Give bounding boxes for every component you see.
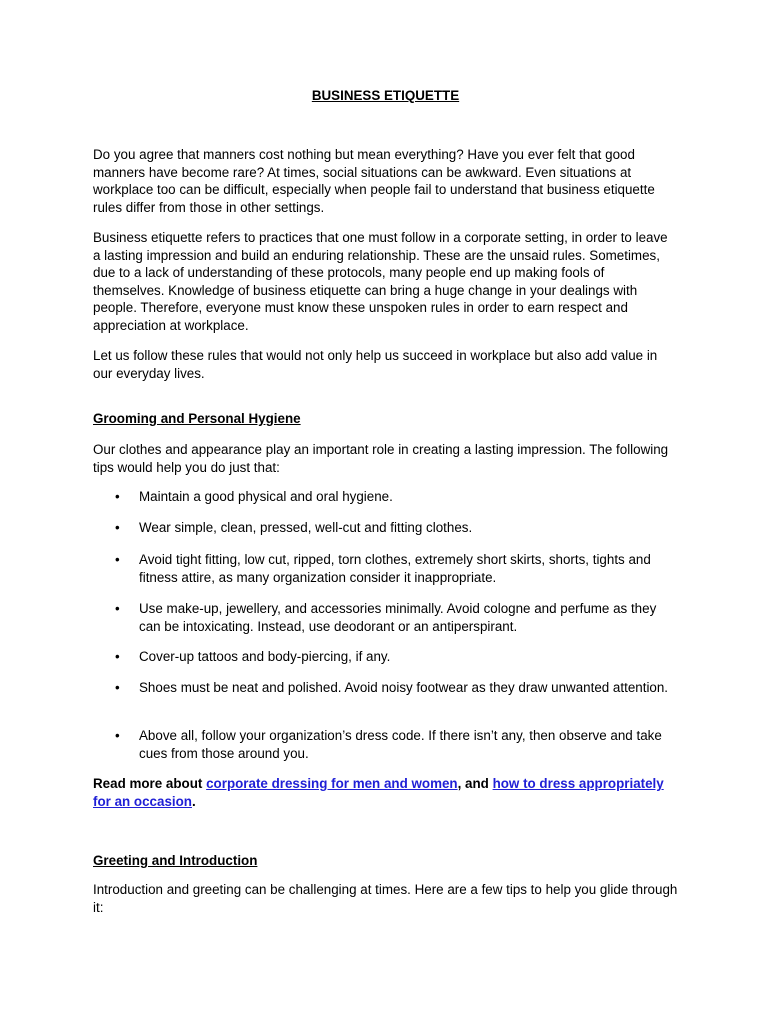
intro-paragraph-1: Do you agree that manners cost nothing but mean everything? Have you ever felt that good manners have become rare? At times, social situations can be awkward. Even situations at workplace too can be difficult, especially when people fail to understand that business etiquette rules differ from those in other settings. [93,147,655,215]
corporate-dressing-link[interactable]: corporate dressing for men and women [206,776,458,791]
list-item [93,727,678,762]
bullet-icon: • [115,489,120,504]
list-item-text: Cover-up tattoos and body-piercing, if any. [139,649,391,664]
intro-paragraph-3: Let us follow these rules that would not only help us succeed in workplace but also add value in our everyday lives. [93,348,658,381]
bullet-icon: • [115,680,120,695]
list-item-text: Shoes must be neat and polished. Avoid noisy footwear as they draw unwanted attention. [139,680,669,695]
list-item [93,519,678,537]
list-item [93,600,678,635]
read-more-suffix: . [191,793,196,809]
greeting-heading: Greeting and Introduction [93,853,258,868]
greeting-intro: Introduction and greeting can be challenging at times. Here are a few tips to help you glide through it: [93,882,678,915]
dress-appropriately-link[interactable]: how to dress appropriately for an occasion [93,776,664,809]
read-more-prefix: Read more about [93,776,207,791]
grooming-heading: Grooming and Personal Hygiene [93,411,301,426]
list-item [93,679,678,697]
intro-paragraph-2: Business etiquette refers to practices that one must follow in a corporate setting, in order to leave a lasting impression and build an enduring relationship. These are the unsaid rules. Sometimes, due to a lack of understanding of these protocols, many people end up making fools of themselves. Knowledge of business etiquette can bring a huge change in your dealings with people. Therefore, everyone must know these unspoken rules in order to earn respect and appreciation at workplace. [93,230,668,333]
list-item [93,551,678,586]
read-more-paragraph [93,775,678,810]
list-item-text: Maintain a good physical and oral hygiene. [139,489,393,504]
list-item-text: Use make-up, jewellery, and accessories minimally. Avoid cologne and perfume as they can be intoxicating. Instead, use deodorant or an antiperspirant. [139,601,657,634]
grooming-intro: Our clothes and appearance play an important role in creating a lasting impression. The following tips would help you do just that: [93,442,669,475]
list-item-text: Avoid tight fitting, low cut, ripped, torn clothes, extremely short skirts, shorts, tights and fitness attire, as many organization consider it inappropriate. [139,552,651,585]
list-item [93,648,678,666]
bullet-icon: • [115,552,120,567]
bullet-icon: • [115,649,120,664]
list-item-text: Wear simple, clean, pressed, well-cut and fitting clothes. [139,520,473,535]
bullet-icon: • [115,601,120,616]
bullet-icon: • [115,728,120,743]
list-item [93,488,678,506]
bullet-icon: • [115,520,120,535]
document-title: BUSINESS ETIQUETTE [311,88,460,103]
read-more-middle: , and [457,776,493,791]
list-item-text: Above all, follow your organization’s dress code. If there isn’t any, then observe and take cues from those around you. [139,728,662,761]
